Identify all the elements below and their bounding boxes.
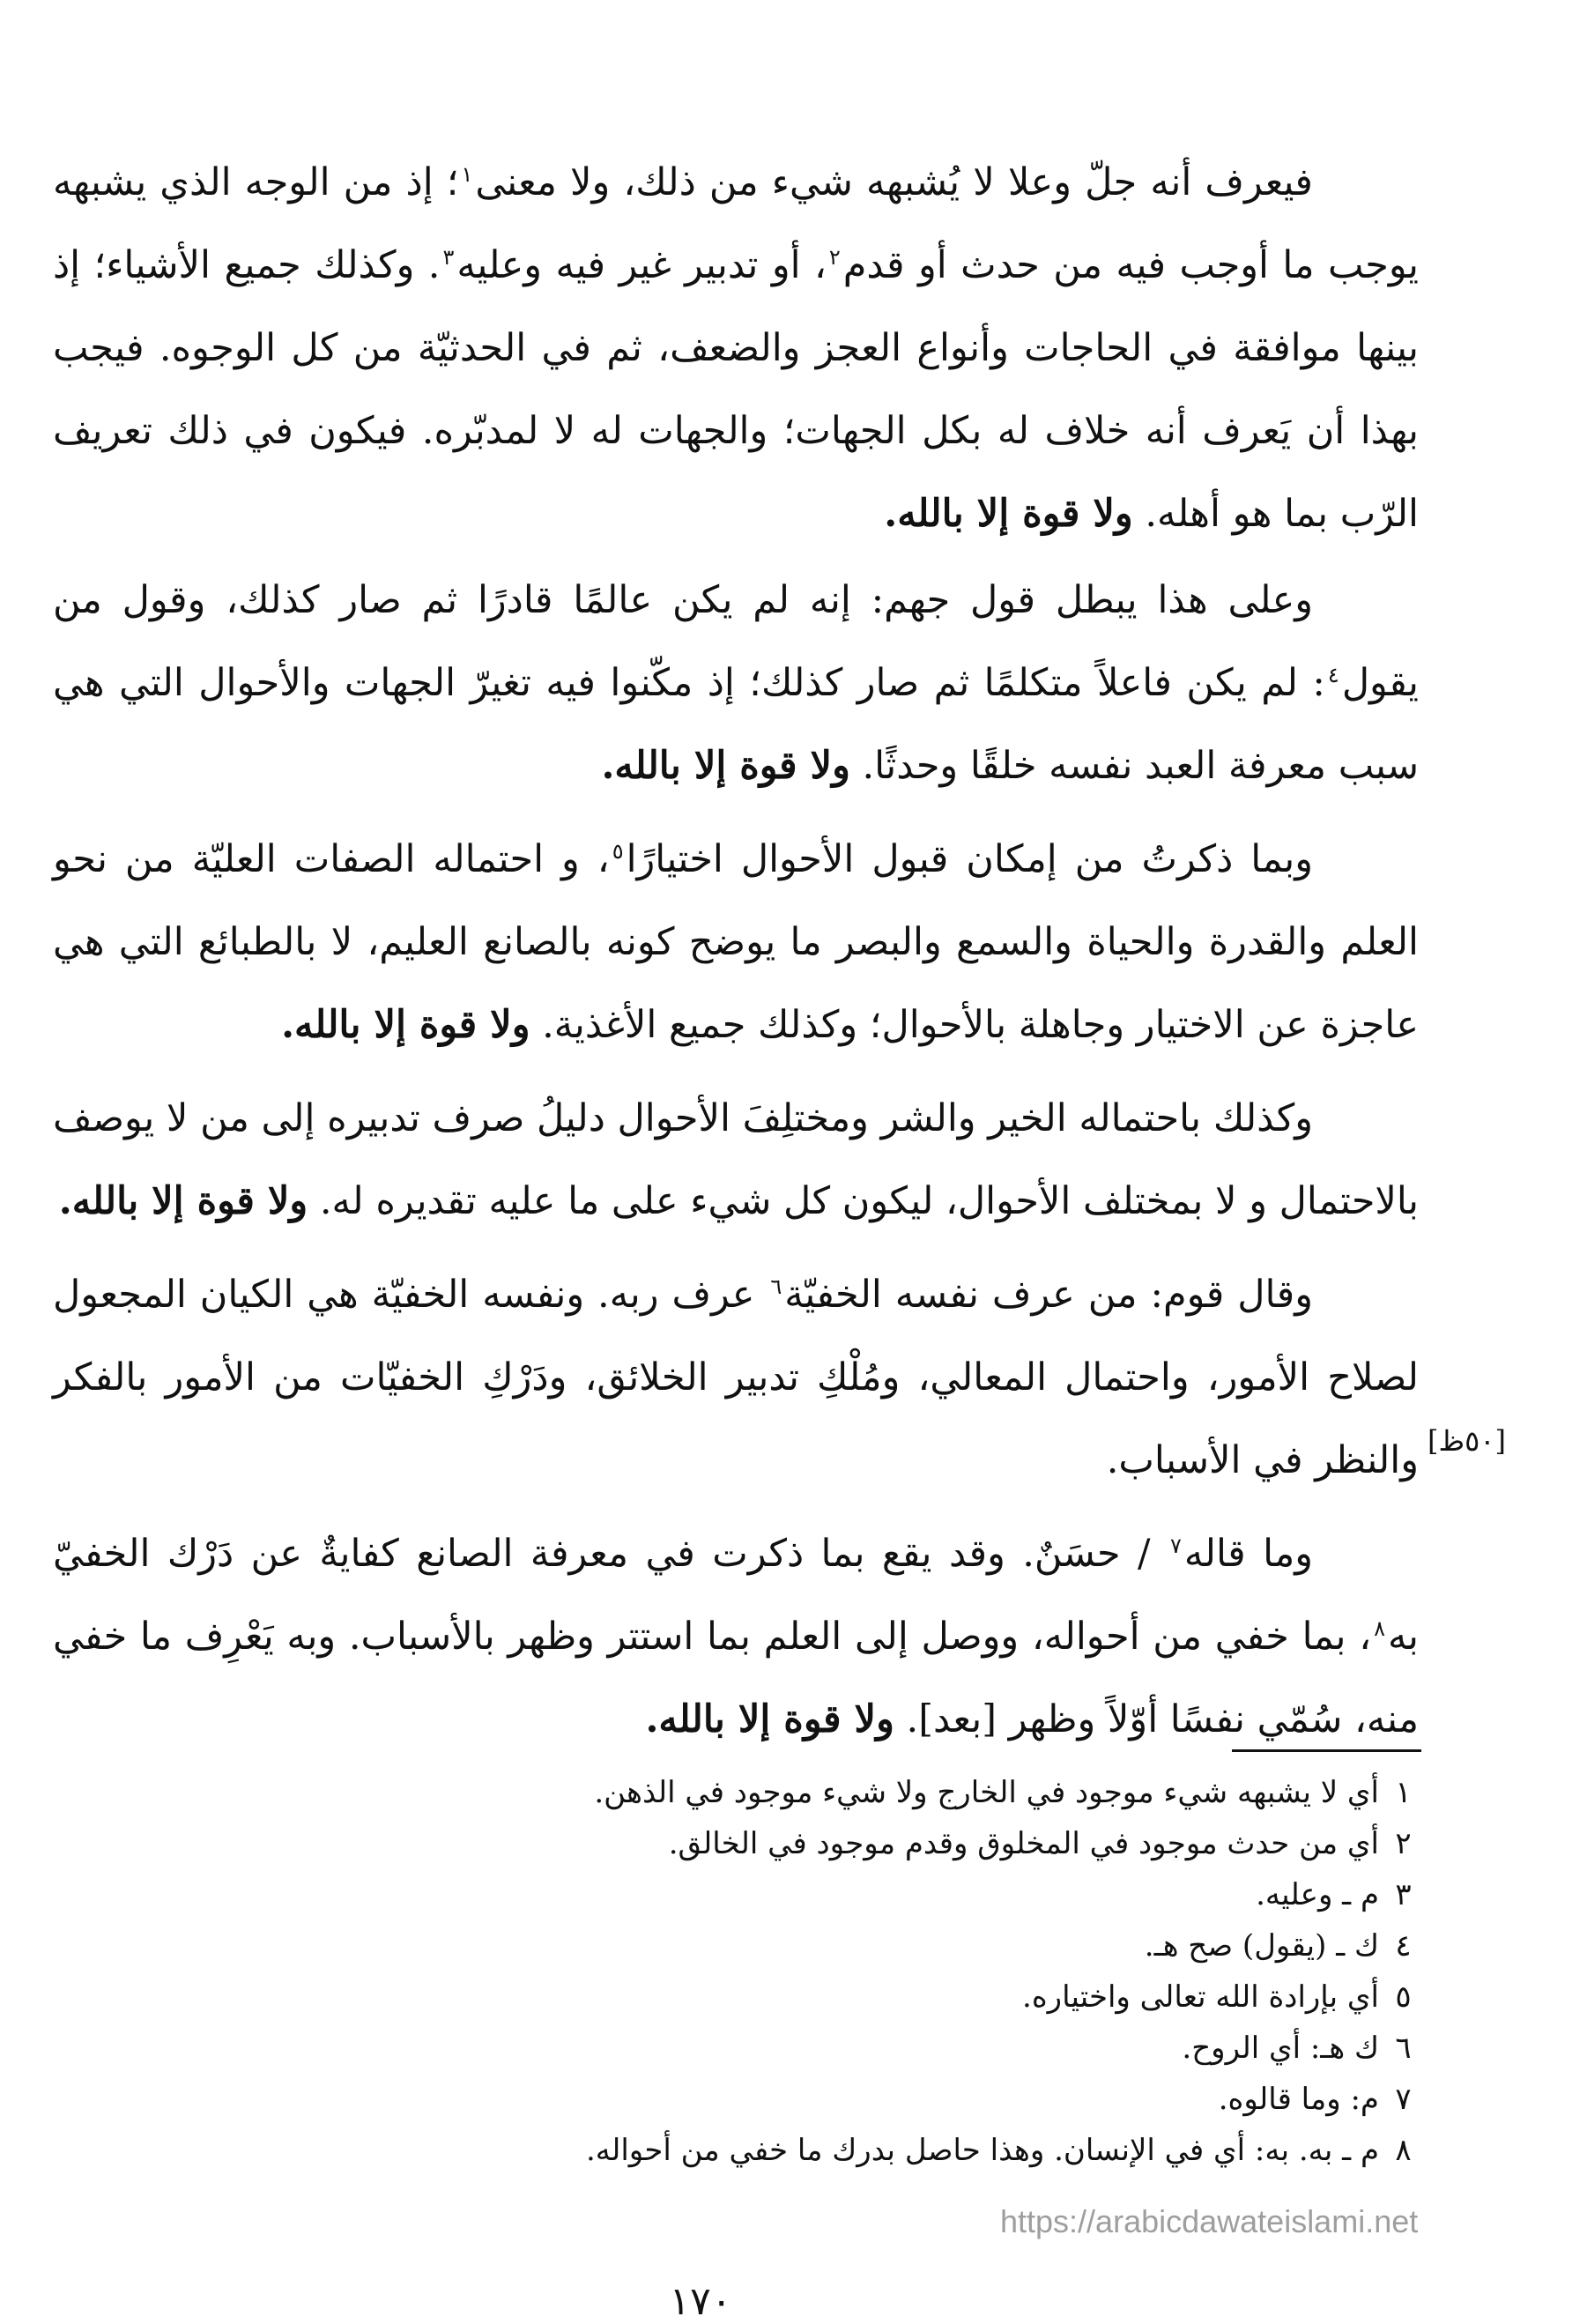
main-text [53,141,1419,1771]
closing-phrase: ولا قوة إلا بالله. [601,744,850,788]
footnote-text: ك ـ (يقول) صح هـ. [1144,1928,1379,1964]
footnote-marker: ١ [461,161,473,187]
footnote-number: ٧ [1395,2082,1412,2117]
paragraph [53,1253,1419,1502]
footnote-text: م ـ به. به: أي في الإنسان. وهذا حاصل بدرك ما خفي من أحواله. [585,2133,1379,2168]
closing-phrase: ولا قوة إلا بالله. [281,1003,530,1047]
body-text: ، بما خفي من أحواله، ووصل إلى العلم بما استتر وظهر بالأسباب. وبه يَعْرِف ما خفي منه، سُمّي نفسًا أوّلاً وظهر [بعد]. [53,1615,1419,1741]
footnote-number: ٢ [1395,1826,1412,1861]
body-text: ؛ إذ من الوجه الذي يشبهه يوجب ما أوجب فيه من حدث أو قدم [53,160,1420,287]
footnote-number: ١ [1395,1775,1412,1810]
paragraph [53,141,1419,555]
body-text: / حسَنٌ. وقد يقع بما ذكرت في معرفة الصانع كفايةٌ عن دَرْك الخفيّ به [53,1532,1419,1659]
footnote-marker: ٨ [1374,1615,1385,1641]
body-text: : لم يكن فاعلاً متكلمًا ثم صار كذلك؛ إذ مكّنوا فيه تغيرّ الجهات والأحوال التي هي سبب معرفة العبد نفسه خلقًا وحدثًا. [53,661,1419,788]
footnote-text: أي من حدث موجود في المخلوق وقدم موجود في الخالق. [668,1826,1379,1861]
footnote-marker: ٧ [1169,1533,1182,1558]
paragraph [53,1077,1419,1243]
footnote [352,1971,1428,2023]
body-text: ، أو تدبير غير فيه وعليه [456,243,827,287]
footnotes [352,1767,1428,2176]
footnote-marker: ٦ [770,1273,782,1299]
footnote [352,1818,1428,1869]
footnote-marker: ٥ [612,838,624,864]
closing-phrase: ولا قوة إلا بالله. [645,1697,894,1741]
closing-phrase: ولا قوة إلا بالله. [58,1179,308,1223]
watermark-url: https://arabicdawateislami.net [1000,2203,1419,2239]
body-text: وكذلك باحتماله الخير والشر ومختلِفَ الأحوال دليلُ صرف تدبيره إلى من لا يوصف بالاحتمال و لا بمختلف الأحوال، ليكون كل شيء على ما عليه تقديره له. [53,1096,1419,1223]
body-text: ، و احتماله الصفات العليّة من نحو العلم والقدرة والحياة والسمع والبصر ما يوضح كونه بالصانع العليم، لا بالطبائع التي هي عاجزة عن الاختيار وجاهلة بالأحوال؛ وكذلك جميع الأغذية. [53,837,1419,1047]
footnote [352,1869,1428,1920]
body-text: عرف ربه. ونفسه الخفيّة هي الكيان المجعول لصلاح الأمور، واحتمال المعالي، ومُلْكِ تدبير الخلائق، ودَرْكِ الخفيّات من الأمور بالفكر والنظر في الأسباب. [53,1273,1419,1482]
footnote [352,2125,1428,2176]
footnote [352,2023,1428,2074]
page-number: ١٧٠ [669,2279,732,2324]
footnote [352,1767,1428,1818]
footnote-text: ك هـ: أي الروح. [1182,2031,1379,2066]
footnote-number: ٦ [1395,2031,1412,2066]
footnote [352,1920,1428,1971]
body-text: وعلى هذا يبطل قول جهم: إنه لم يكن عالمًا قادرًا ثم صار كذلك، وقول من يقول [53,578,1419,705]
footnote-separator [1232,1749,1421,1752]
footnote-number: ٨ [1395,2133,1412,2168]
footnote-marker: ٢ [828,244,841,270]
footnote-marker: ٣ [442,244,455,270]
body-text: وقال قوم: من عرف نفسه الخفيّة [784,1273,1313,1317]
paragraph [53,1512,1419,1761]
paragraph [53,559,1419,807]
paragraph [53,818,1419,1066]
footnote-marker: ٤ [1327,662,1339,687]
footnote-text: أي بإرادة الله تعالى واختياره. [1022,1979,1379,2015]
footnote-number: ٤ [1395,1928,1412,1964]
footnote-number: ٣ [1395,1877,1412,1912]
body-text: وما قاله [1183,1532,1314,1576]
footnote-text: م: وما قالوه. [1218,2082,1379,2117]
closing-phrase: ولا قوة إلا بالله. [884,492,1133,536]
body-text: وبما ذكرتُ من إمكان قبول الأحوال اختيارًا [626,837,1313,881]
body-text: . وكذلك جميع الأشياء؛ إذ بينها موافقة في الحاجات وأنواع العجز والضعف، ثم في الحدثيّة من كل الوجوه. فيجب بهذا أن يَعرف أنه خلاف له بكل الجهات؛ والجهات له لا لمدبّره. فيكون في ذلك تعريف الرّب بما هو أهله. [53,243,1420,536]
body-text: فيعرف أنه جلّ وعلا لا يُشبهه شيء من ذلك، ولا معنى [475,160,1313,204]
footnote-text: أي لا يشبهه شيء موجود في الخارج ولا شيء موجود في الذهن. [594,1775,1379,1810]
footnote-text: م ـ وعليه. [1256,1877,1379,1912]
footnote-number: ٥ [1395,1979,1412,2015]
footnote [352,2074,1428,2125]
manuscript-folio-marker: [٥٠ظ] [1428,1424,1506,1458]
